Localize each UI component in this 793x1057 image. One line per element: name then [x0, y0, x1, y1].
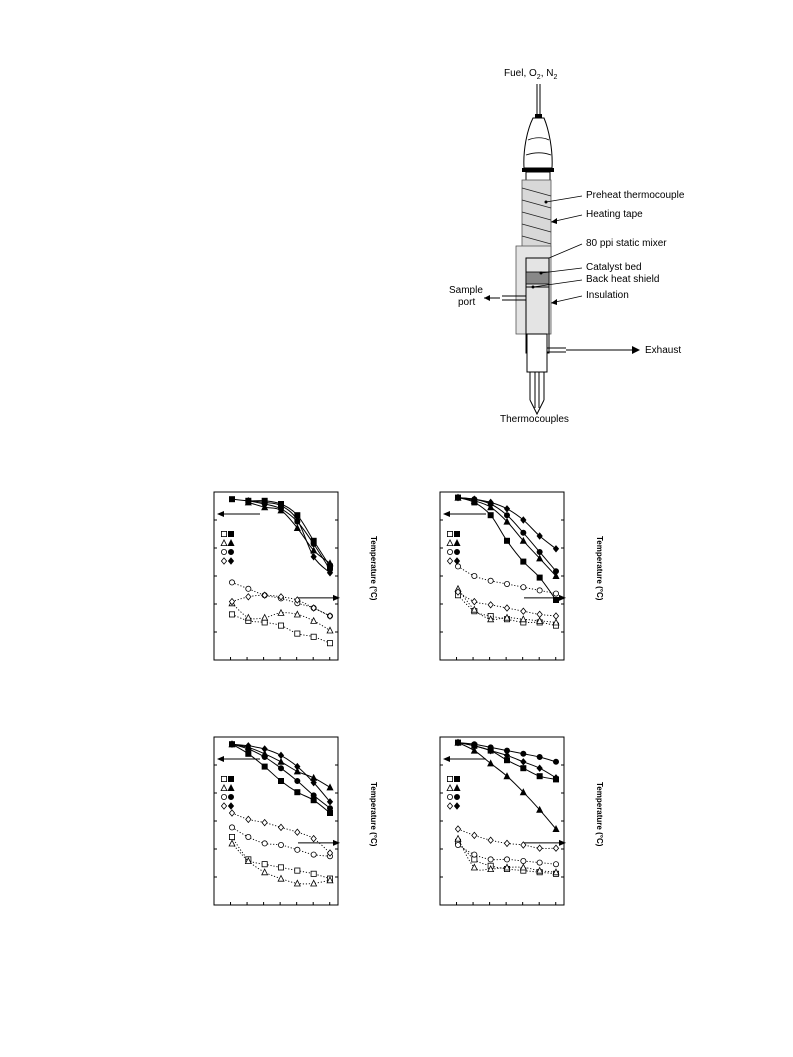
legend-marker-filled [228, 794, 233, 799]
data-point [262, 615, 268, 621]
series-diamond-open [455, 826, 558, 851]
data-point [472, 573, 477, 578]
data-point [327, 641, 332, 646]
label-thermocouples: Thermocouples [500, 414, 569, 425]
data-point [327, 784, 333, 790]
legend-marker-filled [228, 803, 233, 809]
legend-marker-open [447, 776, 452, 781]
data-point [553, 845, 558, 851]
series-diamond-open [229, 810, 332, 856]
legend-marker-open [447, 531, 452, 536]
data-point [537, 549, 542, 554]
legend [447, 776, 460, 809]
data-point [278, 842, 283, 847]
data-point [311, 541, 316, 546]
legend-marker-open [447, 540, 453, 546]
legend-marker-open [221, 803, 226, 809]
data-point [229, 834, 234, 839]
data-point [311, 871, 316, 876]
chart-top-right [438, 490, 568, 662]
legend-marker-open [447, 549, 452, 554]
data-point [521, 559, 526, 564]
legend-marker-open [447, 785, 453, 791]
plot-frame [440, 737, 564, 905]
data-point [278, 865, 283, 870]
data-point [553, 759, 558, 764]
legend-marker-filled [454, 794, 459, 799]
left-axis-arrowhead [443, 756, 450, 762]
data-point [537, 774, 542, 779]
series-circle-filled [246, 498, 333, 572]
data-point [521, 530, 526, 535]
data-point [472, 599, 477, 605]
data-point [278, 759, 284, 765]
data-point [229, 840, 235, 846]
data-point [455, 842, 460, 847]
y-axis-label-right: Temperature (°C) [369, 536, 378, 601]
data-point [295, 790, 300, 795]
data-point [246, 594, 251, 600]
legend-marker-open [221, 785, 227, 791]
data-point [521, 759, 526, 765]
data-point [278, 766, 283, 771]
legend-marker-open [221, 549, 226, 554]
chart-bottom-right [438, 735, 568, 907]
data-point [504, 538, 509, 543]
data-point [553, 591, 558, 596]
label-heating-tape: Heating tape [586, 209, 643, 220]
legend-marker-open [221, 776, 226, 781]
legend-marker-filled [228, 785, 234, 791]
series-square-open [229, 612, 332, 646]
data-point [472, 852, 477, 857]
legend-marker-open [221, 531, 226, 536]
data-point [229, 825, 234, 830]
data-point [262, 754, 267, 759]
data-point [521, 608, 526, 614]
data-point [311, 793, 316, 798]
data-point [504, 840, 509, 846]
data-point [262, 820, 267, 826]
series-line [248, 502, 330, 563]
legend [447, 531, 460, 564]
data-point [278, 778, 283, 783]
label-static-mixer: 80 ppi static mixer [586, 238, 667, 249]
label-back-heat-shield: Back heat shield [586, 274, 660, 285]
data-point [521, 585, 526, 590]
legend-marker-filled [228, 558, 233, 564]
legend-marker-open [447, 558, 452, 564]
data-point [537, 754, 542, 759]
label-preheat-thermocouple: Preheat thermocouple [586, 190, 685, 201]
left-axis-arrowhead [217, 756, 224, 762]
y-axis-label-right: Temperature (°C) [369, 782, 378, 847]
data-point [521, 858, 526, 863]
inlet-label: Fuel, $O_2$, $N_2$ [504, 68, 558, 81]
data-point [504, 605, 509, 611]
data-point [504, 581, 509, 586]
data-point [504, 506, 509, 512]
right-axis-arrowhead [333, 840, 340, 846]
legend-marker-open [221, 558, 226, 564]
right-axis-arrowhead [559, 595, 566, 601]
data-point [553, 546, 558, 552]
legend-marker-open [221, 540, 227, 546]
data-point [295, 631, 300, 636]
data-point [455, 564, 460, 569]
data-point [295, 868, 300, 873]
data-point [278, 824, 283, 830]
legend [221, 531, 234, 564]
data-point [553, 569, 558, 574]
right-axis-arrowhead [333, 595, 340, 601]
plot-frame [214, 492, 338, 660]
data-point [311, 852, 316, 857]
data-point [488, 602, 493, 608]
y-axis-label-right: Temperature (°C) [595, 782, 604, 847]
right-axis-arrowhead [559, 840, 566, 846]
y-axis-label-right: Temperature (°C) [595, 536, 604, 601]
data-point [537, 860, 542, 865]
data-point [262, 746, 267, 752]
legend-marker-filled [228, 540, 234, 546]
legend-marker-filled [454, 776, 459, 781]
data-point [472, 832, 477, 838]
chart-bottom-left [212, 735, 342, 907]
data-point [520, 616, 526, 622]
data-point [521, 766, 526, 771]
data-point [295, 829, 300, 835]
data-point [262, 764, 267, 769]
data-point [455, 826, 460, 832]
data-point [327, 806, 332, 811]
data-point [504, 857, 509, 862]
data-point [278, 876, 284, 882]
data-point [488, 513, 493, 518]
legend-marker-filled [228, 549, 233, 554]
left-axis-arrowhead [217, 511, 224, 517]
data-point [229, 580, 234, 585]
legend-marker-filled [228, 776, 233, 781]
data-point [537, 611, 542, 617]
data-point [311, 618, 317, 624]
legend-marker-filled [454, 558, 459, 564]
label-insulation: Insulation [586, 290, 629, 301]
data-point [246, 586, 251, 591]
label-sample-port-line1: Sample [449, 285, 483, 296]
legend-marker-open [221, 794, 226, 799]
data-point [537, 765, 542, 771]
data-point [521, 751, 526, 756]
chart-top-left [212, 490, 342, 662]
legend-marker-filled [454, 540, 460, 546]
data-point [553, 613, 558, 619]
legend-marker-filled [454, 549, 459, 554]
series-triangle-filled [245, 499, 332, 566]
data-point [262, 841, 267, 846]
data-point [553, 862, 558, 867]
reactor-drawing [0, 0, 793, 440]
data-point [520, 864, 526, 870]
data-point [488, 837, 493, 843]
data-point [278, 623, 283, 628]
legend-marker-filled [454, 531, 459, 536]
label-sample-port-line2: port [458, 297, 476, 308]
legend-marker-open [447, 794, 452, 799]
data-point [504, 513, 509, 518]
label-exhaust: Exhaust [645, 345, 682, 356]
legend-marker-filled [228, 531, 233, 536]
series-circle-open [455, 564, 558, 596]
data-point [246, 834, 251, 839]
series-line [232, 827, 330, 856]
data-point [246, 816, 251, 822]
series-diamond-filled [229, 741, 332, 805]
data-point [278, 752, 283, 758]
data-point [488, 578, 493, 583]
series-line [248, 501, 330, 573]
legend-marker-filled [454, 785, 460, 791]
plot-frame [214, 737, 338, 905]
data-point [229, 612, 234, 617]
data-point [262, 862, 267, 867]
data-point [262, 869, 268, 875]
data-point [327, 627, 333, 633]
legend-marker-open [447, 803, 452, 809]
series-diamond-filled [246, 498, 333, 576]
data-point [488, 857, 493, 862]
data-point [311, 836, 316, 842]
data-point [311, 634, 316, 639]
data-point [295, 847, 300, 852]
data-point [537, 575, 542, 580]
data-point [294, 880, 300, 886]
label-catalyst-bed: Catalyst bed [586, 262, 642, 273]
left-axis-arrowhead [443, 511, 450, 517]
data-point [537, 845, 542, 851]
data-point [537, 588, 542, 593]
data-point [455, 836, 461, 842]
data-point [245, 615, 251, 621]
data-point [229, 810, 234, 816]
legend [221, 776, 234, 809]
data-point [229, 497, 234, 502]
data-point [295, 778, 300, 783]
legend-marker-filled [454, 803, 459, 809]
